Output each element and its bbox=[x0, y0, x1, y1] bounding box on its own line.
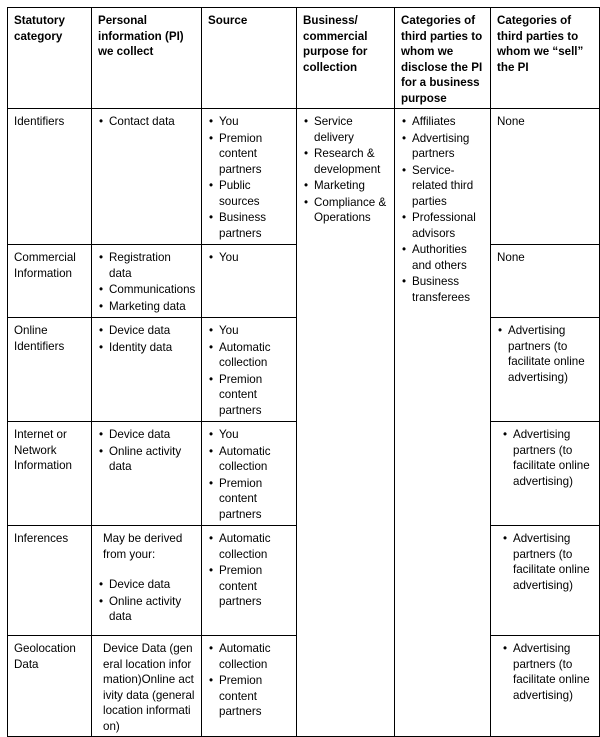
list-item: • You bbox=[208, 427, 291, 443]
list-item: • Automatic collection bbox=[208, 641, 291, 672]
sell-cell bbox=[491, 526, 600, 636]
pi-text: Device Data (general location information)Online activity data (general location information) bbox=[103, 642, 195, 733]
list-item: • Contact data bbox=[98, 114, 196, 130]
list-item: • You bbox=[208, 250, 291, 266]
list-item: • Public sources bbox=[208, 178, 291, 209]
source-cell bbox=[202, 422, 297, 526]
source-cell bbox=[202, 245, 297, 318]
sell-cell: None bbox=[491, 245, 600, 318]
header-statutory-category: Statutory category bbox=[8, 8, 92, 109]
list-item: • Business partners bbox=[208, 210, 291, 241]
list-item: • Authorities and others bbox=[401, 242, 485, 273]
header-pi-collected: Personal information (PI) we collect bbox=[92, 8, 202, 109]
list-item: • Advertising partners (to facilitate online advertising) bbox=[497, 323, 594, 385]
list-item: • Automatic collection bbox=[208, 340, 291, 371]
list-item: • Service delivery bbox=[303, 114, 389, 145]
list-item: • Service-related third parties bbox=[401, 163, 485, 210]
list-item: • Premion content partners bbox=[208, 131, 291, 178]
list-item: • Premion content partners bbox=[208, 673, 291, 720]
list-item: • Advertising partners bbox=[401, 131, 485, 162]
business-purpose-cell bbox=[297, 109, 395, 737]
source-cell bbox=[202, 526, 297, 636]
pi-cell bbox=[92, 318, 202, 422]
list-item: • Business transferees bbox=[401, 274, 485, 305]
sell-cell bbox=[491, 318, 600, 422]
source-cell bbox=[202, 109, 297, 245]
category-cell: Online Identifiers bbox=[8, 318, 92, 422]
list-item: • Identity data bbox=[98, 340, 196, 356]
category-cell: Inferences bbox=[8, 526, 92, 636]
pi-cell bbox=[92, 636, 202, 737]
list-item: • Device data bbox=[98, 323, 196, 339]
list-item: • You bbox=[208, 323, 291, 339]
list-item: • Advertising partners (to facilitate online advertising) bbox=[502, 427, 594, 489]
sell-cell bbox=[491, 636, 600, 737]
list-item: • Automatic collection bbox=[208, 531, 291, 562]
category-cell: Internet or Network Information bbox=[8, 422, 92, 526]
list-item: • You bbox=[208, 114, 291, 130]
list-item: • Premion content partners bbox=[208, 563, 291, 610]
list-item: • Online activity data bbox=[98, 594, 196, 625]
header-business-purpose: Business/ commercial purpose for collection bbox=[297, 8, 395, 109]
disclosure-parties-cell bbox=[395, 109, 491, 737]
list-item: • Device data bbox=[98, 427, 196, 443]
header-disclosure-parties: Categories of third parties to whom we disclose the PI for a business purpose bbox=[395, 8, 491, 109]
list-item: • Professional advisors bbox=[401, 210, 485, 241]
pi-disclosure-table bbox=[7, 7, 600, 737]
list-item: • Premion content partners bbox=[208, 476, 291, 523]
sell-cell bbox=[491, 422, 600, 526]
pi-intro: May be derived from your: bbox=[103, 532, 183, 561]
pi-cell bbox=[92, 526, 202, 636]
list-item: • Compliance & Operations bbox=[303, 195, 389, 226]
list-item: • Marketing bbox=[303, 178, 389, 194]
list-item: • Research & development bbox=[303, 146, 389, 177]
list-item: • Premion content partners bbox=[208, 372, 291, 419]
source-cell bbox=[202, 636, 297, 737]
pi-cell bbox=[92, 245, 202, 318]
pi-cell bbox=[92, 422, 202, 526]
pi-cell bbox=[92, 109, 202, 245]
list-item: • Communications bbox=[98, 282, 196, 298]
list-item: • Advertising partners (to facilitate online advertising) bbox=[502, 641, 594, 703]
list-item: • Advertising partners (to facilitate online advertising) bbox=[502, 531, 594, 593]
list-item: • Affiliates bbox=[401, 114, 485, 130]
list-item: • Device data bbox=[98, 577, 196, 593]
source-cell bbox=[202, 318, 297, 422]
list-item: • Automatic collection bbox=[208, 444, 291, 475]
list-item: • Marketing data bbox=[98, 299, 196, 315]
table-row bbox=[8, 109, 600, 245]
category-cell: Geolocation Data bbox=[8, 636, 92, 737]
category-cell: Identifiers bbox=[8, 109, 92, 245]
header-source: Source bbox=[202, 8, 297, 109]
list-item: • Registration data bbox=[98, 250, 196, 281]
header-sell-parties: Categories of third parties to whom we “sell” the PI bbox=[491, 8, 600, 109]
list-item: • Online activity data bbox=[98, 444, 196, 475]
category-cell: Commercial Information bbox=[8, 245, 92, 318]
sell-cell: None bbox=[491, 109, 600, 245]
